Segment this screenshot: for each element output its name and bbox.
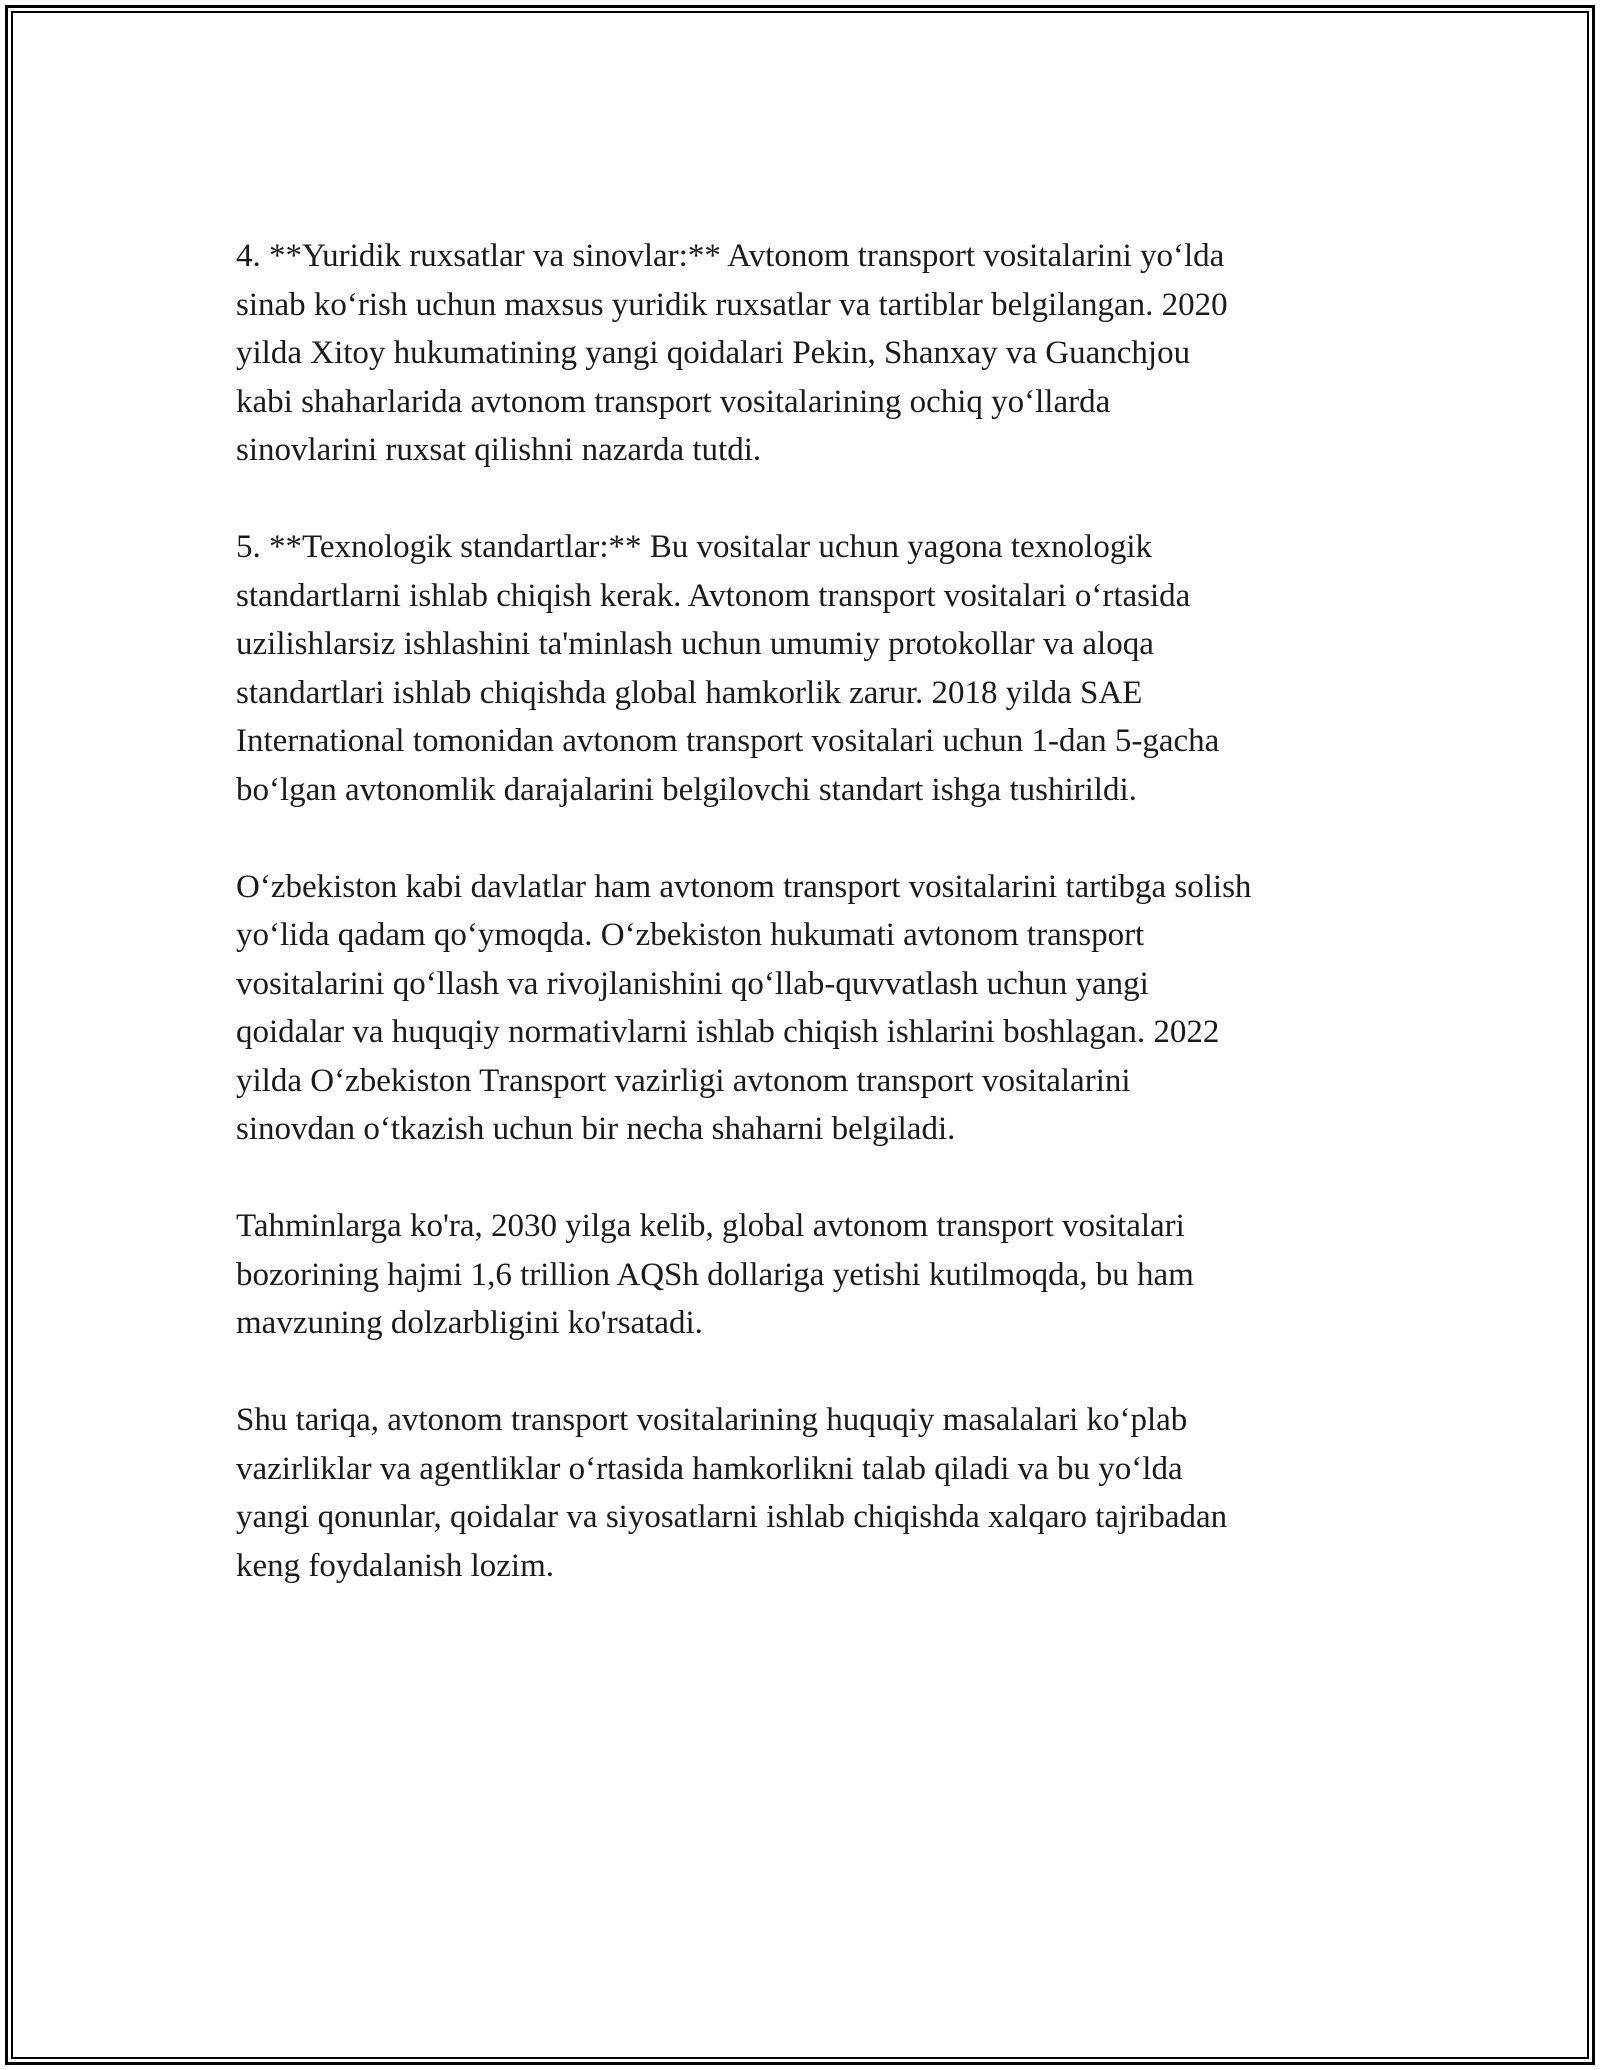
document-body: [236, 232, 1386, 1639]
paragraph-tech-standards: 5. **Texnologik standartlar:** Bu vositalar uchun yagona texnologik standartlarni ishlab chiqish kerak. Avtonom transport vositalari o‘rtasida uzilishlarsiz ishlashini ta'minlash uchun umumiy protokollar va aloqa standartlari ishlab chiqishda global hamkorlik zarur. 2018 yilda SAE International tomonidan avtonom transport vositalari uchun 1-dan 5-gacha bo‘lgan avtonomlik darajalarini belgilovchi standart ishga tushirildi.: [236, 529, 1220, 808]
paragraph-legal-permits: 4. **Yuridik ruxsatlar va sinovlar:** Avtonom transport vositalarini yo‘lda sinab ko‘rish uchun maxsus yuridik ruxsatlar va tartiblar belgilangan. 2020 yilda Xitoy hukumatining yangi qoidalari Pekin, Shanxay va Guanchjou kabi shaharlarida avtonom transport vositalarining ochiq yo‘llarda sinovlarini ruxsat qilishni nazarda tutdi.: [236, 238, 1228, 468]
paragraph-market-forecast: Tahminlarga ko'ra, 2030 yilga kelib, global avtonom transport vositalari bozorining hajmi 1,6 trillion AQSh dollariga yetishi kutilmoqda, bu ham mavzuning dolzarbligini ko'rsatadi.: [236, 1208, 1194, 1341]
paragraph-conclusion: Shu tariqa, avtonom transport vositalarining huquqiy masalalari ko‘plab vazirliklar va agentliklar o‘rtasida hamkorlikni talab qiladi va bu yo‘lda yangi qonunlar, qoidalar va siyosatlarni ishlab chiqishda xalqaro tajribadan keng foydalanish lozim.: [236, 1402, 1228, 1584]
paragraph-uzbekistan: O‘zbekiston kabi davlatlar ham avtonom transport vositalarini tartibga solish yo‘lida qadam qo‘ymoqda. O‘zbekiston hukumati avtonom transport vositalarini qo‘llash va rivojlanishini qo‘llab-quvvatlash uchun yangi qoidalar va huquqiy normativlarni ishlab chiqish ishlarini boshlagan. 2022 yilda O‘zbekiston Transport vazirligi avtonom transport vositalarini sinovdan o‘tkazish uchun bir necha shaharni belgiladi.: [236, 868, 1252, 1147]
